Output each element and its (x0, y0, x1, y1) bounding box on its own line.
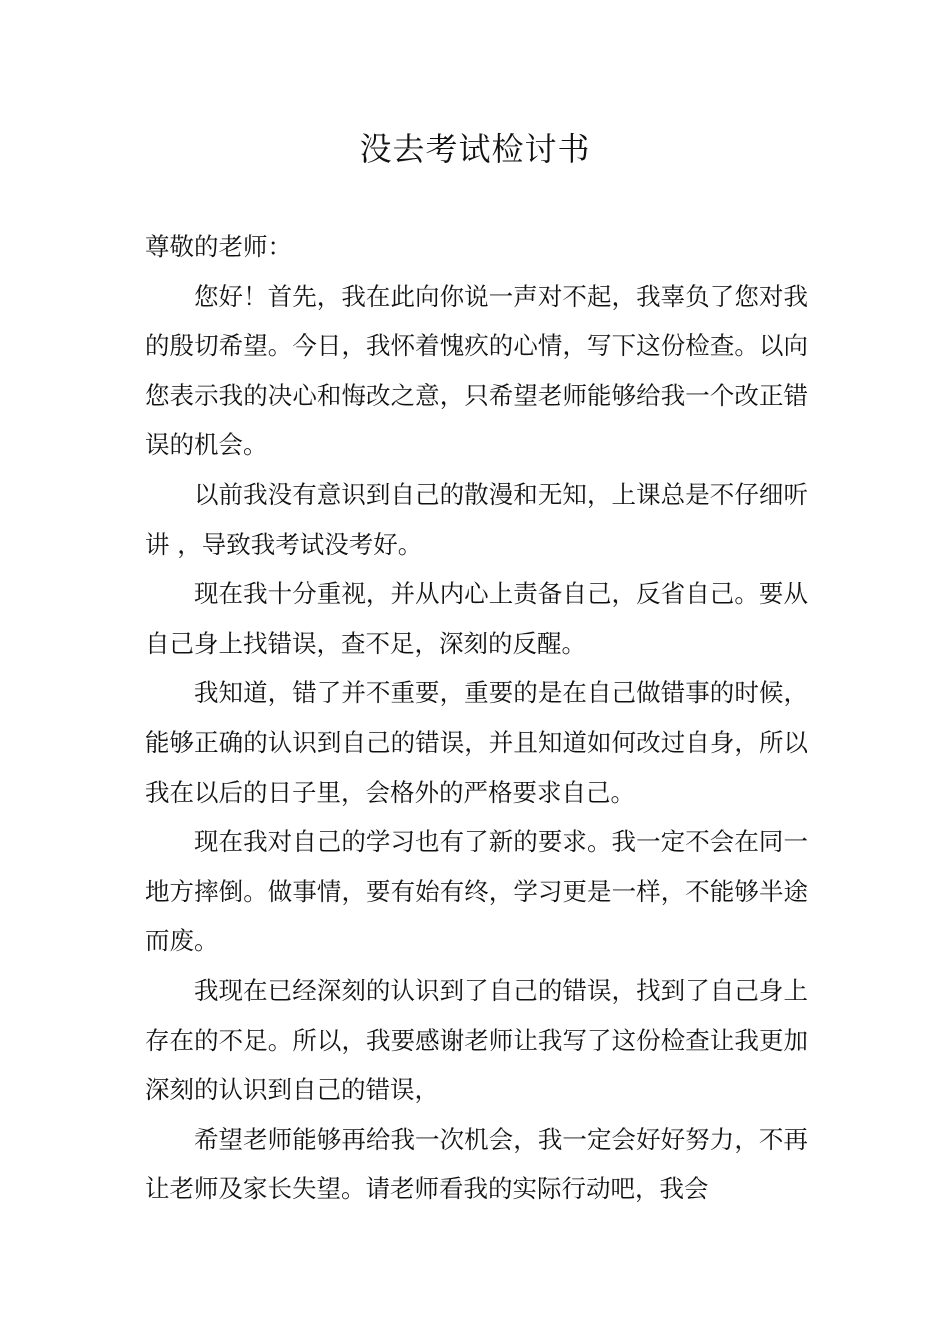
paragraph-3: 现在我十分重视，并从内心上责备自己，反省自己。要从自己身上找错误，查不足，深刻的反醒。 (145, 579, 808, 658)
salutation: 尊敬的老师： (145, 232, 292, 261)
paragraph-2: 以前我没有意识到自己的散漫和无知，上课总是不仔细听讲 ，导致我考试没考好。 (145, 479, 808, 559)
paragraph-6: 我现在已经深刻的认识到了自己的错误，找到了自己身上存在的不足。所以，我要感谢老师让我写了这份检查让我更加深刻的认识到自己的错误， (145, 975, 808, 1105)
document-body (145, 222, 808, 1214)
paragraph-5: 现在我对自己的学习也有了新的要求。我一定不会在同一地方摔倒。做事情，要有始有终，学习更是一样，不能够半途而废。 (145, 827, 808, 956)
paragraph-1: 您好！首先，我在此向你说一声对不起，我辜负了您对我的殷切希望。今日，我怀着愧疚的心情，写下这份检查。以向您表示我的决心和悔改之意，只希望老师能够给我一个改正错误的机会。 (145, 281, 808, 460)
paragraph-4: 我知道，错了并不重要，重要的是在自己做错事的时候，能够正确的认识到自己的错误，并且知道如何改过自身，所以我在以后的日子里，会格外的严格要求自己。 (145, 678, 808, 807)
document-title: 没去考试检讨书 (359, 130, 591, 168)
paragraph-7: 希望老师能够再给我一次机会，我一定会好好努力，不再让老师及家长失望。请老师看我的实际行动吧，我会 (145, 1124, 808, 1204)
